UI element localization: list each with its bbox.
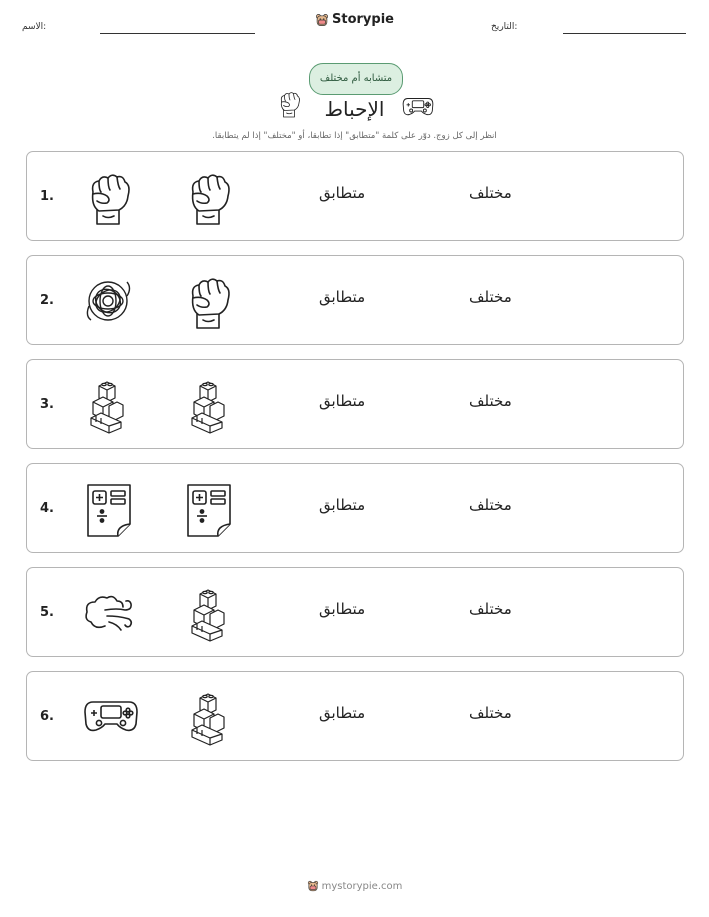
math-worksheet-icon — [85, 482, 133, 538]
brand-name: Storypie — [332, 12, 394, 27]
page-title: الإحباط — [324, 97, 385, 121]
pair-row-1 — [26, 151, 684, 241]
pair-row-3 — [26, 359, 684, 449]
storypie-logo-icon — [307, 880, 319, 892]
fist-icon — [183, 170, 233, 226]
same-option[interactable]: متطابق — [319, 288, 366, 306]
same-option[interactable]: متطابق — [319, 600, 366, 618]
stacked-blocks-icon — [188, 378, 228, 434]
different-option[interactable]: مختلف — [469, 288, 512, 306]
date-line[interactable] — [563, 33, 686, 34]
steam-cloud-icon — [83, 592, 135, 636]
pair-row-4 — [26, 463, 684, 553]
game-controller-icon — [83, 698, 139, 734]
row-number: 5. — [40, 605, 54, 620]
row-number: 6. — [40, 709, 54, 724]
same-option[interactable]: متطابق — [319, 184, 366, 202]
math-worksheet-icon — [185, 482, 233, 538]
stacked-blocks-icon — [188, 586, 228, 642]
date-label: التاريخ: — [491, 22, 518, 32]
different-option[interactable]: مختلف — [469, 704, 512, 722]
row-number: 1. — [40, 189, 54, 204]
same-option[interactable]: متطابق — [319, 496, 366, 514]
different-option[interactable]: مختلف — [469, 496, 512, 514]
row-number: 2. — [40, 293, 54, 308]
tangled-yarn-icon — [83, 276, 133, 326]
pair-row-2 — [26, 255, 684, 345]
stacked-blocks-icon — [188, 690, 228, 746]
fist-icon — [183, 274, 233, 330]
same-option[interactable]: متطابق — [319, 392, 366, 410]
row-number: 3. — [40, 397, 54, 412]
instructions: انظر إلى كل زوج. دوّر على كلمة "متطابق" إذا تطابقا، أو "مختلف" إذا لم يتطابقا. — [212, 131, 497, 141]
name-label: الاسم: — [22, 22, 47, 32]
storypie-logo-icon — [315, 13, 329, 27]
fist-icon — [83, 170, 133, 226]
footer — [0, 880, 709, 892]
brand-header — [0, 12, 709, 27]
different-option[interactable]: مختلف — [469, 184, 512, 202]
row-number: 4. — [40, 501, 54, 516]
game-controller-icon — [402, 96, 434, 117]
same-option[interactable]: متطابق — [319, 704, 366, 722]
footer-site[interactable]: mystorypie.com — [321, 881, 403, 892]
different-option[interactable]: مختلف — [469, 600, 512, 618]
stacked-blocks-icon — [87, 378, 127, 434]
worksheet-type-badge: متشابه أم مختلف — [309, 63, 403, 95]
name-line[interactable] — [100, 33, 255, 34]
pair-row-5 — [26, 567, 684, 657]
different-option[interactable]: مختلف — [469, 392, 512, 410]
pair-row-6 — [26, 671, 684, 761]
